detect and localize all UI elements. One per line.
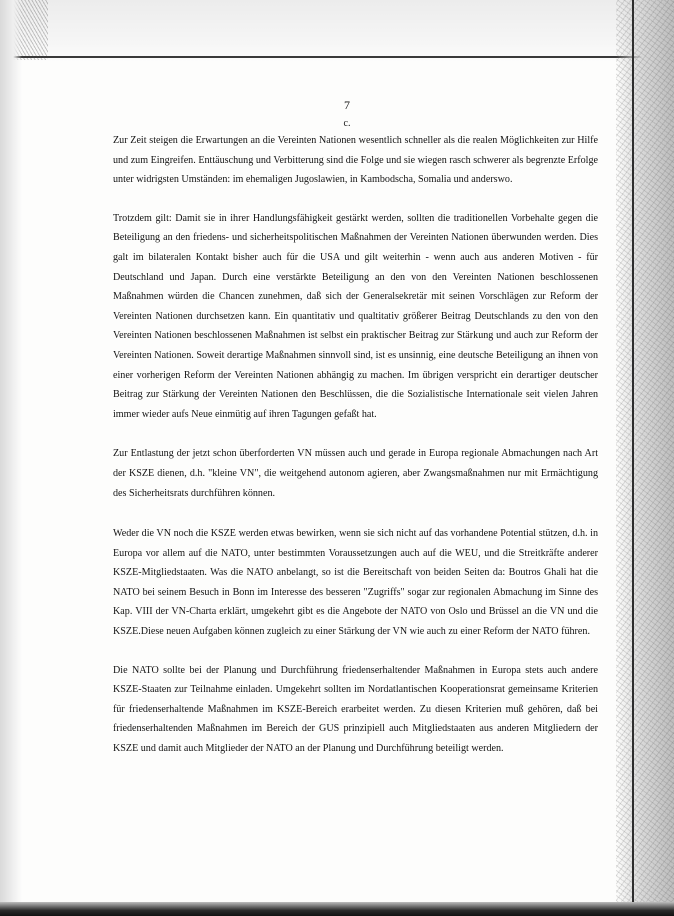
- paragraph: Zur Entlastung der jetzt schon überforderten VN müssen auch und gerade in Europa regionale Abmachungen nach Art der KSZE dienen, d.h. "kleine VN", die weitgehend autonom agieren, aber Zwangsmaßnahmen nur mit Ermächtigung des Sicherheitsrats durchführen können.: [113, 448, 598, 499]
- paragraph: Die NATO sollte bei der Planung und Durchführung friedenserhaltender Maßnahmen in Europa stets auch andere KSZE-Staaten zur Teilnahme einladen. Umgekehrt sollten im Nordatlantischen Kooperationsrat gemeinsame Kriterien für friedenserhaltende Maßnahmen im KSZE-Bereich erarbeitet werden. Zu diesen Kriterien muß gehören, daß bei friedenserhaltenden Maßnahmen im Bereich der GUS prinzipiell auch Mitgliedstaaten aus anderen Mitgliedern der KSZE und damit auch Mitglieder der NATO an der Planung und Durchführung beteiligt werden.: [113, 664, 598, 755]
- scan-bottom-edge: [0, 902, 674, 916]
- page-mark: c.: [343, 118, 351, 129]
- scan-right-shadow: [616, 0, 674, 916]
- page-number: 7: [344, 98, 350, 112]
- scan-top-edge: [0, 56, 674, 58]
- scan-right-edge: [632, 0, 634, 916]
- scan-top-shadow: [0, 0, 674, 62]
- scan-left-shadow: [0, 0, 22, 916]
- paragraph: Zur Zeit steigen die Erwartungen an die Vereinten Nationen wesentlich schneller als die realen Möglichkeiten zur Hilfe und zum Eingreifen. Enttäuschung und Verbitterung sind die Folge und sie wiegen rasch schwerer als begrenzte Erfolge unter widrigsten Umständen: im ehemaligen Jugoslawien, in Kambodscha, Somalia und anderswo.: [113, 135, 598, 186]
- paragraph: Weder die VN noch die KSZE werden etwas bewirken, wenn sie sich nicht auf das vorhandene Potential stützen, d.h. in Europa vor allem auf die NATO, unter bestimmten Voraussetzungen auch auf die WEU, und die Streitkräfte anderer KSZE-Mitgliedstaaten. Was die NATO anbelangt, so ist die Bereitschaft von beiden Seiten da: Boutros Ghali hat die NATO bei seinem Besuch in Bonn im Interesse des besseren "Zugriffs" sogar zur regionalen Abmachung im Sinne des Kap. VIII der VN-Charta erklärt, umgekehrt gibt es die Angebote der NATO von Oslo und Brüssel an die VN und die KSZE.Diese neuen Aufgaben können zugleich zu einer Stärkung der VN wie auch zu einer Reform der NATO führen.: [113, 528, 598, 638]
- document-body: [113, 131, 598, 778]
- paragraph: Trotzdem gilt: Damit sie in ihrer Handlungsfähigkeit gestärkt werden, sollten die traditionellen Vorbehalte gegen die Beteiligung an den friedens- und sicherheitspolitischen Maßnahmen der Vereinten Nationen überwunden werden. Dies galt im bilateralen Kontakt bisher auch für die USA und gilt weiterhin - wenn auch aus anderen Motiven - für Deutschland und Japan. Durch eine verstärkte Beteiligung an den von den Vereinten Nationen beschlossenen Maßnahmen würden die Chancen zunehmen, daß sich der Generalsekretär mit seinen Vorschlägen zur Reform der Vereinten Nationen durchsetzen kann. Ein quantitativ und qualtitativ größerer Beitrag Deutschlands zu den von den Vereinten Nationen beschlossenen Maßnahmen ist selbst ein praktischer Beitrag zur Stärkung und auch zur Reform der Vereinten Nationen. Soweit derartige Maßnahmen sinnvoll sind, ist es unsinnig, eine deutsche Beteiligung an ihnen von einer vorherigen Reform der Vereinten Nationen abhängig zu machen. Im übrigen verspricht ein derartiger deutscher Beitrag zur Stärkung der Vereinten Nationen den Beschlüssen, die die Sozialistische Internationale seit vielen Jahren immer wieder aufs Neue einmütig auf ihren Tagungen gefaßt hat.: [113, 212, 598, 420]
